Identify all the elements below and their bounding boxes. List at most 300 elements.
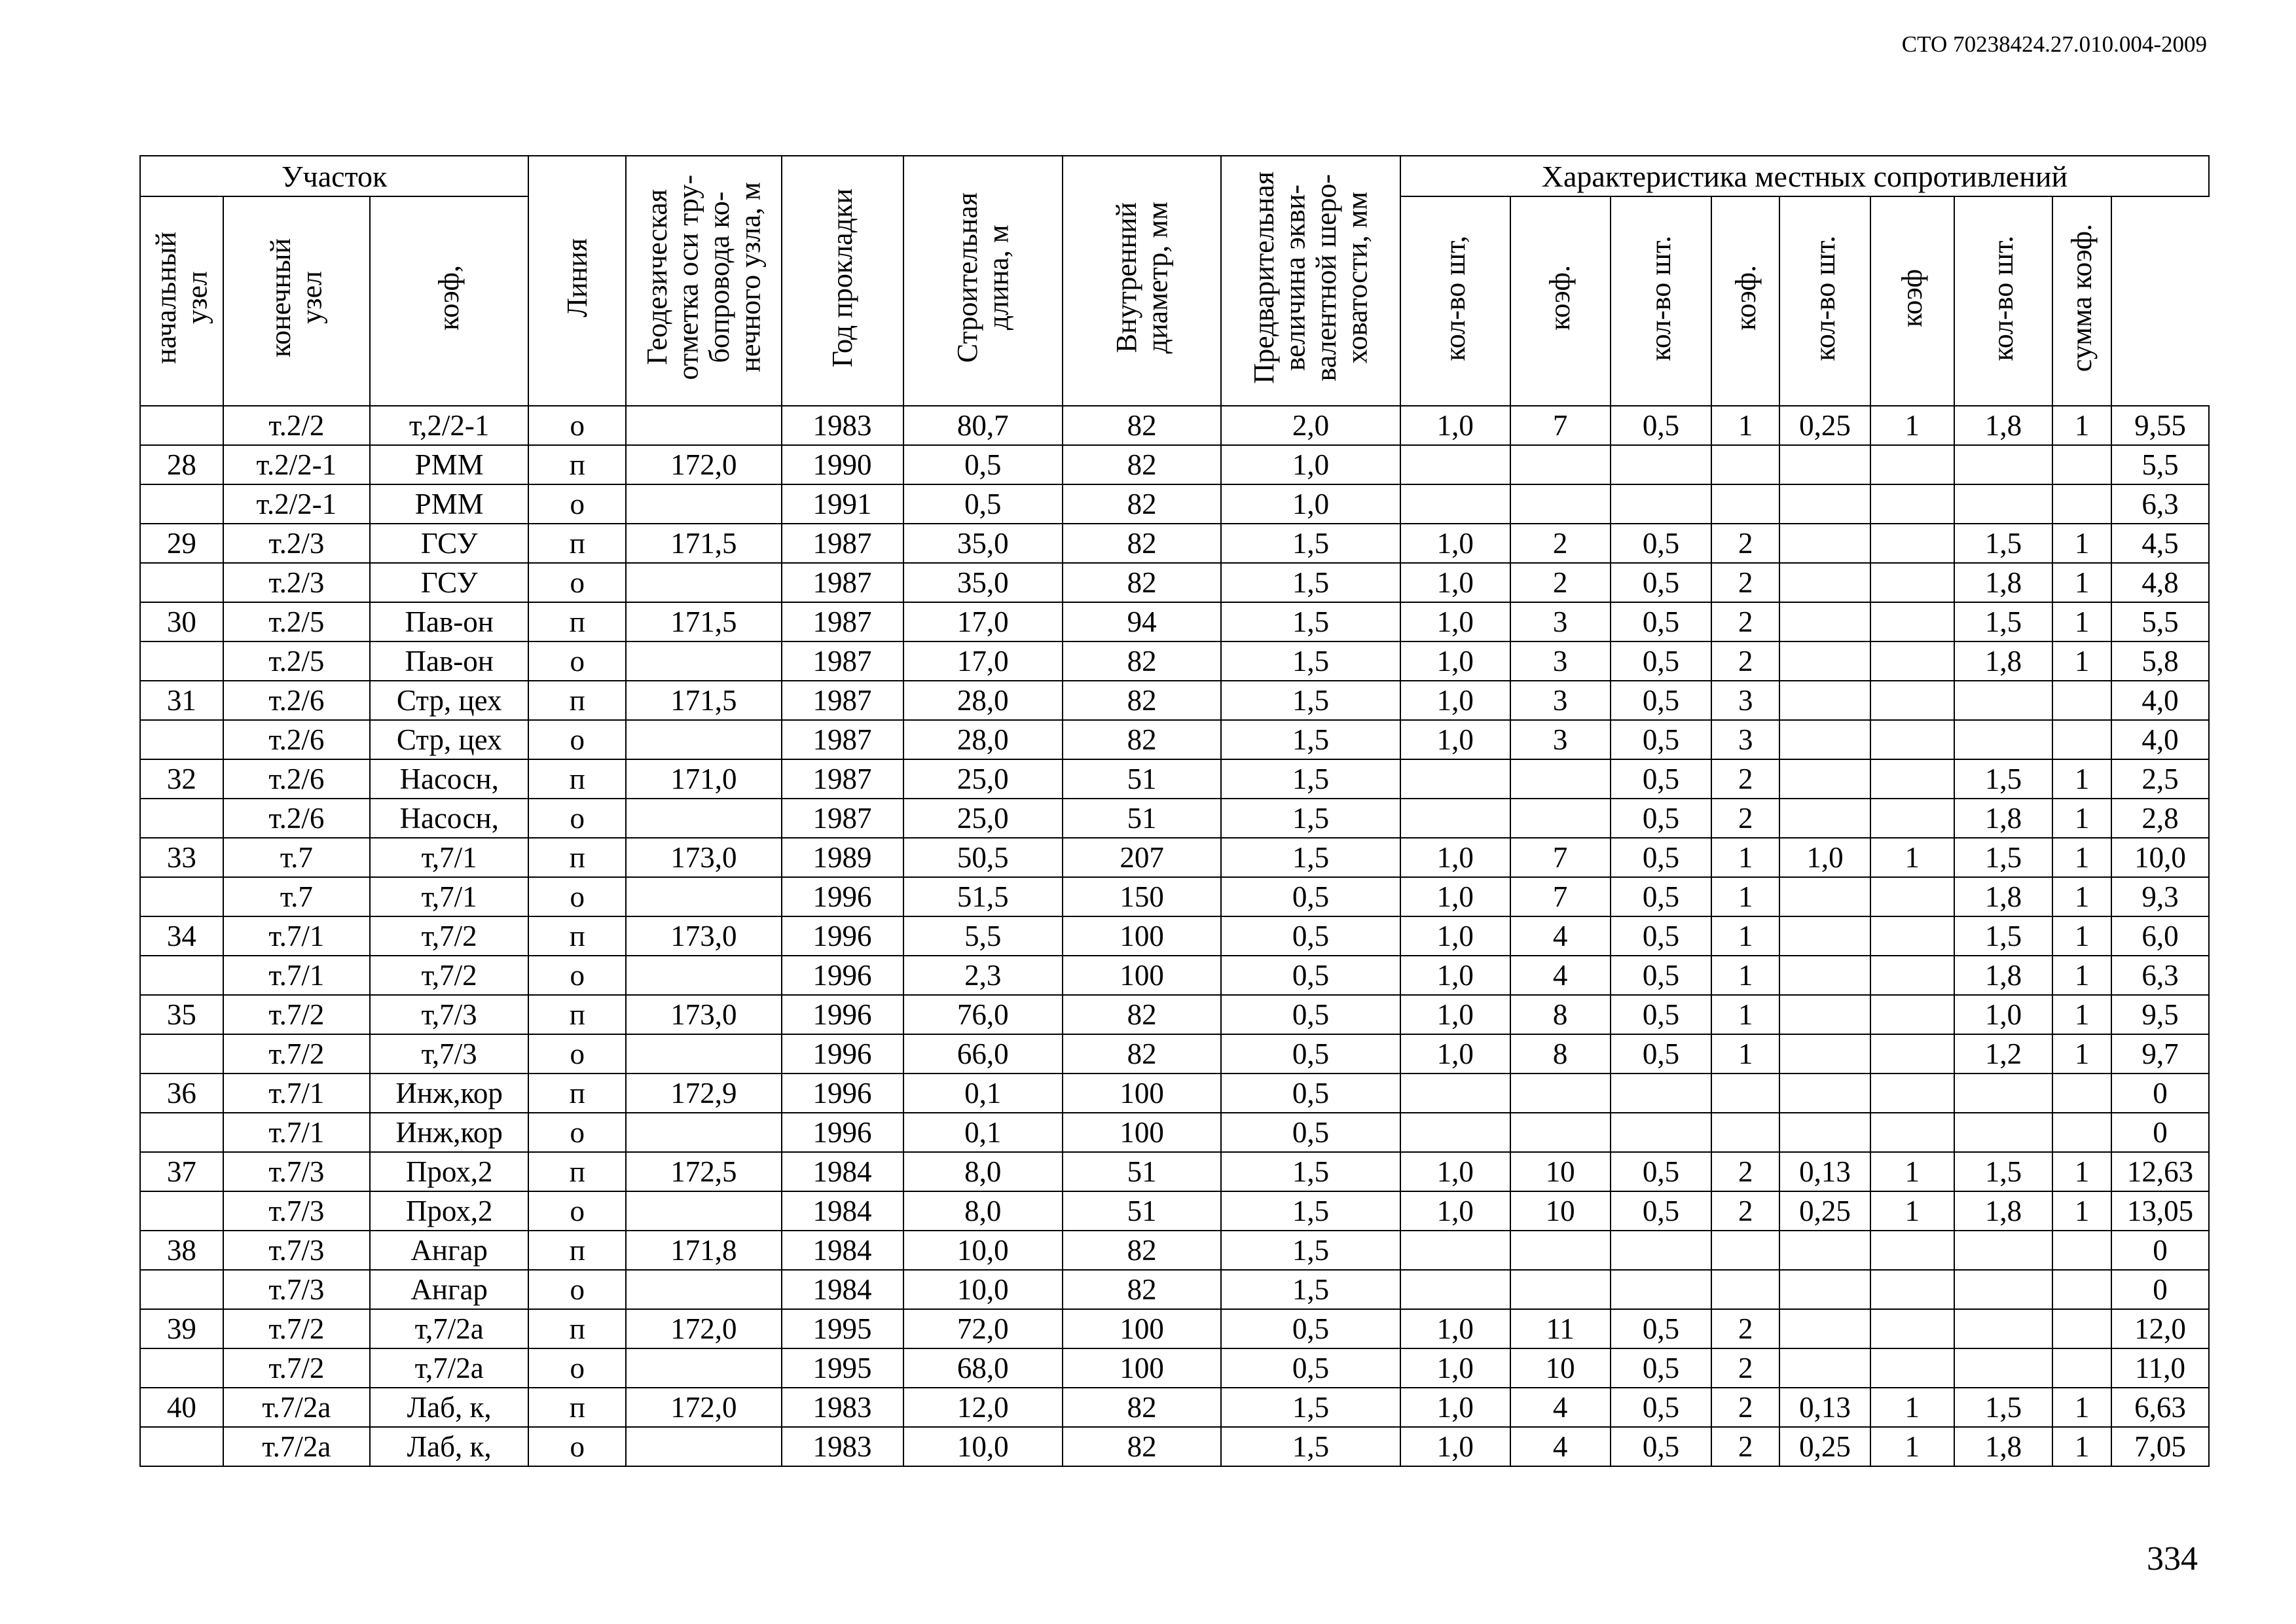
table-cell: 1,8 <box>1954 406 2053 445</box>
page-number: 334 <box>2147 1540 2198 1578</box>
table-cell <box>626 877 781 916</box>
table-cell: 2 <box>1510 524 1611 563</box>
table-cell: 3 <box>1711 681 1779 720</box>
table-cell: 34 <box>140 916 223 956</box>
table-cell: т,7/1 <box>370 877 528 916</box>
table-cell <box>2052 1113 2111 1152</box>
table-cell <box>1779 484 1870 524</box>
table-cell <box>1954 720 2053 759</box>
header-line: Линия <box>528 156 626 406</box>
table-cell: Прох,2 <box>370 1191 528 1231</box>
table-cell: 72,0 <box>903 1309 1063 1348</box>
table-cell: 0,5 <box>1221 1113 1400 1152</box>
table-cell: 173,0 <box>626 916 781 956</box>
table-cell: 0,5 <box>1611 681 1712 720</box>
table-row <box>140 1034 2209 1074</box>
table-cell: 6,3 <box>2111 484 2209 524</box>
table-cell: 51 <box>1063 799 1221 838</box>
table-cell: 31 <box>140 681 223 720</box>
table-cell: о <box>528 1034 626 1074</box>
table-cell <box>1711 484 1779 524</box>
table-cell: т.7/2а <box>223 1388 370 1427</box>
table-cell: 0,5 <box>1611 956 1712 995</box>
table-cell: 0,5 <box>903 445 1063 484</box>
table-cell <box>626 1270 781 1309</box>
table-cell <box>1779 1231 1870 1270</box>
table-cell: 1,0 <box>1400 641 1510 681</box>
header-coef-2: коэф. <box>1510 196 1611 406</box>
table-cell <box>1711 445 1779 484</box>
table-cell: 7 <box>1510 877 1611 916</box>
table-cell: 0,13 <box>1779 1388 1870 1427</box>
table-cell: 0 <box>2111 1074 2209 1113</box>
table-cell: 1995 <box>782 1309 903 1348</box>
table-cell: 1,0 <box>1400 1309 1510 1348</box>
table-cell: 5,5 <box>2111 445 2209 484</box>
table-cell <box>1711 1074 1779 1113</box>
table-cell: ГСУ <box>370 524 528 563</box>
table-row <box>140 1427 2209 1466</box>
table-cell <box>1611 1074 1712 1113</box>
table-cell <box>2052 1309 2111 1348</box>
table-cell: 38 <box>140 1231 223 1270</box>
table-cell: 82 <box>1063 445 1221 484</box>
table-cell <box>1779 1309 1870 1348</box>
table-cell: т,7/2а <box>370 1309 528 1348</box>
table-cell: Стр, цех <box>370 681 528 720</box>
table-cell: 1,5 <box>1221 563 1400 602</box>
header-local-resistance: Характеристика местных сопротивлений <box>1400 156 2209 196</box>
table-cell: 1,0 <box>1400 838 1510 877</box>
table-cell <box>1870 759 1954 799</box>
table-cell: 4 <box>1510 916 1611 956</box>
table-cell: 8,0 <box>903 1152 1063 1191</box>
table-cell <box>1870 445 1954 484</box>
table-cell: 11 <box>1510 1309 1611 1348</box>
table-cell: т.2/5 <box>223 602 370 641</box>
table-cell <box>2052 681 2111 720</box>
table-cell: 0,5 <box>1611 995 1712 1034</box>
table-cell: 1996 <box>782 956 903 995</box>
table-cell <box>1510 484 1611 524</box>
table-cell: 7 <box>1510 838 1611 877</box>
table-cell: Пав-он <box>370 602 528 641</box>
table-cell <box>1779 445 1870 484</box>
table-cell: 6,3 <box>2111 956 2209 995</box>
table-cell: т,7/1 <box>370 838 528 877</box>
table-cell <box>1870 1231 1954 1270</box>
table-cell: 3 <box>1711 720 1779 759</box>
table-cell <box>1400 484 1510 524</box>
table-cell: т,7/3 <box>370 995 528 1034</box>
table-cell: 1984 <box>782 1152 903 1191</box>
table-cell: 1987 <box>782 681 903 720</box>
table-cell: 1,5 <box>1221 759 1400 799</box>
table-cell: 82 <box>1063 1270 1221 1309</box>
table-cell: 13,05 <box>2111 1191 2209 1231</box>
table-cell: 0 <box>2111 1270 2209 1309</box>
table-cell: 1,5 <box>1221 838 1400 877</box>
table-cell: 100 <box>1063 1113 1221 1152</box>
table-cell: 4,0 <box>2111 720 2209 759</box>
table-row <box>140 445 2209 484</box>
table-cell: т,7/2 <box>370 956 528 995</box>
table-cell <box>1870 1074 1954 1113</box>
table-cell <box>1779 799 1870 838</box>
table-cell: 17,0 <box>903 602 1063 641</box>
table-cell: п <box>528 759 626 799</box>
table-cell: Лаб, к, <box>370 1388 528 1427</box>
table-cell <box>1954 484 2053 524</box>
table-cell <box>1779 877 1870 916</box>
table-cell: о <box>528 956 626 995</box>
table-cell: т.7/3 <box>223 1191 370 1231</box>
table-cell: 0,5 <box>1611 524 1712 563</box>
table-cell: 6,0 <box>2111 916 2209 956</box>
table-cell: 1,8 <box>1954 956 2053 995</box>
table-cell: п <box>528 681 626 720</box>
table-cell <box>140 956 223 995</box>
table-cell: 1 <box>2052 838 2111 877</box>
table-cell: 1987 <box>782 641 903 681</box>
table-cell: 1 <box>1870 1191 1954 1231</box>
table-cell: 0,5 <box>1611 799 1712 838</box>
table-cell: т.7/2а <box>223 1427 370 1466</box>
table-cell <box>1954 1348 2053 1388</box>
table-cell: 1983 <box>782 1427 903 1466</box>
table-cell <box>1510 1231 1611 1270</box>
table-cell: 1984 <box>782 1231 903 1270</box>
table-cell: 0 <box>2111 1113 2209 1152</box>
table-row <box>140 720 2209 759</box>
table-cell: 1,0 <box>1400 681 1510 720</box>
table-cell: 2 <box>1711 799 1779 838</box>
table-cell: 1,0 <box>1400 1034 1510 1074</box>
table-cell <box>1711 1113 1779 1152</box>
table-cell: т.2/6 <box>223 681 370 720</box>
table-cell <box>1779 1074 1870 1113</box>
table-cell <box>1779 563 1870 602</box>
table-cell <box>2052 484 2111 524</box>
table-cell: 82 <box>1063 995 1221 1034</box>
table-cell: Ангар <box>370 1270 528 1309</box>
table-cell <box>1510 445 1611 484</box>
table-cell <box>140 641 223 681</box>
table-row <box>140 1270 2209 1309</box>
table-cell <box>1954 1231 2053 1270</box>
table-cell <box>1954 1309 2053 1348</box>
table-cell: 171,5 <box>626 602 781 641</box>
table-row <box>140 995 2209 1034</box>
table-cell: 3 <box>1510 602 1611 641</box>
table-cell <box>1779 524 1870 563</box>
table-cell: 0,5 <box>1221 877 1400 916</box>
table-cell: 1,5 <box>1221 799 1400 838</box>
table-cell: 1 <box>2052 1388 2111 1427</box>
table-cell <box>1611 1231 1712 1270</box>
table-cell: 1 <box>2052 563 2111 602</box>
table-cell: 0,5 <box>1611 406 1712 445</box>
table-cell: 29 <box>140 524 223 563</box>
table-cell: 1,0 <box>1221 445 1400 484</box>
table-cell: 2 <box>1711 1309 1779 1348</box>
table-cell: 0,5 <box>1611 1388 1712 1427</box>
table-cell <box>626 484 781 524</box>
table-cell: 33 <box>140 838 223 877</box>
table-cell: 0,5 <box>1221 1309 1400 1348</box>
table-row <box>140 956 2209 995</box>
table-cell: 0,25 <box>1779 1427 1870 1466</box>
table-cell: 4,0 <box>2111 681 2209 720</box>
header-end-node: конечный узел <box>223 196 370 406</box>
table-cell: 1,0 <box>1400 995 1510 1034</box>
table-cell <box>140 799 223 838</box>
table-cell: 5,5 <box>903 916 1063 956</box>
table-cell <box>1779 1348 1870 1388</box>
table-row <box>140 563 2209 602</box>
header-count-1: кол-во шт, <box>1400 196 1510 406</box>
table-cell: Ангар <box>370 1231 528 1270</box>
table-cell: 1996 <box>782 995 903 1034</box>
table-cell: 66,0 <box>903 1034 1063 1074</box>
table-cell: 10 <box>1510 1348 1611 1388</box>
table-cell <box>1779 641 1870 681</box>
table-cell: Пав-он <box>370 641 528 681</box>
table-cell: 11,0 <box>2111 1348 2209 1388</box>
table-cell <box>140 720 223 759</box>
table-cell: о <box>528 1191 626 1231</box>
table-cell: т.2/3 <box>223 563 370 602</box>
table-cell <box>626 1034 781 1074</box>
table-cell: 2 <box>1711 1348 1779 1388</box>
table-cell <box>1779 956 1870 995</box>
table-cell: 10 <box>1510 1191 1611 1231</box>
table-cell: 100 <box>1063 1348 1221 1388</box>
table-cell <box>626 720 781 759</box>
table-cell: 51 <box>1063 759 1221 799</box>
table-row <box>140 877 2209 916</box>
table-cell: 1987 <box>782 759 903 799</box>
table-cell: т.7/1 <box>223 1074 370 1113</box>
table-cell <box>1870 877 1954 916</box>
table-cell <box>1870 916 1954 956</box>
table-cell: о <box>528 563 626 602</box>
table-cell: 4 <box>1510 1427 1611 1466</box>
table-cell <box>140 1270 223 1309</box>
table-cell: 1,8 <box>1954 799 2053 838</box>
table-cell: 7,05 <box>2111 1427 2209 1466</box>
table-cell: 1,5 <box>1221 524 1400 563</box>
table-cell <box>626 641 781 681</box>
document-code: СТО 70238424.27.010.004-2009 <box>1901 31 2207 57</box>
table-cell: 1989 <box>782 838 903 877</box>
table-cell: 172,9 <box>626 1074 781 1113</box>
table-cell <box>626 563 781 602</box>
table-cell: 1,0 <box>1400 1427 1510 1466</box>
table-cell: т.7 <box>223 838 370 877</box>
table-cell: 1,8 <box>1954 877 2053 916</box>
table-cell: т.7/1 <box>223 1113 370 1152</box>
table-cell: Стр, цех <box>370 720 528 759</box>
table-cell <box>1870 602 1954 641</box>
table-cell <box>1779 1270 1870 1309</box>
table-row <box>140 1231 2209 1270</box>
table-cell <box>1400 759 1510 799</box>
table-body <box>140 406 2209 1466</box>
table-cell: 1 <box>1711 916 1779 956</box>
table-cell: 0,5 <box>1611 641 1712 681</box>
table-cell <box>626 1348 781 1388</box>
table-cell <box>1870 641 1954 681</box>
table-row <box>140 1074 2209 1113</box>
table-cell: 1,0 <box>1221 484 1400 524</box>
table-cell: 4,8 <box>2111 563 2209 602</box>
table-cell <box>140 406 223 445</box>
table-cell: 76,0 <box>903 995 1063 1034</box>
table-cell: 2 <box>1711 1152 1779 1191</box>
table-cell: Прох,2 <box>370 1152 528 1191</box>
table-cell: 1983 <box>782 406 903 445</box>
table-cell <box>1870 720 1954 759</box>
table-cell: 2 <box>1711 602 1779 641</box>
table-cell: 5,5 <box>2111 602 2209 641</box>
table-cell: т.7/3 <box>223 1231 370 1270</box>
table-cell <box>1779 602 1870 641</box>
table-cell: т,2/2-1 <box>370 406 528 445</box>
table-cell: 82 <box>1063 641 1221 681</box>
table-cell <box>1954 1074 2053 1113</box>
table-cell: 9,5 <box>2111 995 2209 1034</box>
table-cell: 1987 <box>782 602 903 641</box>
table-cell: 1 <box>2052 1191 2111 1231</box>
table-cell: 0,5 <box>1611 720 1712 759</box>
table-cell: т,7/2 <box>370 916 528 956</box>
header-count-4: кол-во шт. <box>1954 196 2053 406</box>
table-cell: 2 <box>1711 1191 1779 1231</box>
table-cell <box>1611 1113 1712 1152</box>
table-cell: 0,5 <box>1221 1074 1400 1113</box>
table-cell: 94 <box>1063 602 1221 641</box>
header-year: Год прокладки <box>782 156 903 406</box>
table-cell: 0,5 <box>1611 1034 1712 1074</box>
table-cell: 1,0 <box>1400 1348 1510 1388</box>
table-cell: 10,0 <box>903 1231 1063 1270</box>
table-cell: 1,5 <box>1954 916 2053 956</box>
table-cell: 1 <box>2052 1427 2111 1466</box>
table-cell <box>2052 1348 2111 1388</box>
table-cell: 0,5 <box>1221 956 1400 995</box>
table-cell: 12,0 <box>2111 1309 2209 1348</box>
table-row <box>140 1348 2209 1388</box>
table-cell: 1,5 <box>1221 1191 1400 1231</box>
table-cell: Насосн, <box>370 759 528 799</box>
table-cell: 28,0 <box>903 681 1063 720</box>
table-cell: 173,0 <box>626 995 781 1034</box>
table-cell: 1,5 <box>1221 641 1400 681</box>
table-cell: 1,0 <box>1400 1388 1510 1427</box>
table-row <box>140 1309 2209 1348</box>
table-cell: 207 <box>1063 838 1221 877</box>
table-cell: 1 <box>2052 877 2111 916</box>
table-cell: 10,0 <box>903 1427 1063 1466</box>
table-cell: 37 <box>140 1152 223 1191</box>
table-cell: 0,5 <box>1611 1427 1712 1466</box>
table-cell: 28 <box>140 445 223 484</box>
table-cell: 0,25 <box>1779 1191 1870 1231</box>
table-cell: 0,5 <box>1221 995 1400 1034</box>
table-cell <box>140 1113 223 1152</box>
table-cell: 50,5 <box>903 838 1063 877</box>
table-cell: 82 <box>1063 406 1221 445</box>
table-row <box>140 1388 2209 1427</box>
table-cell: 1,0 <box>1400 956 1510 995</box>
table-cell: 0,5 <box>1611 877 1712 916</box>
table-cell <box>1510 799 1611 838</box>
table-cell: 35,0 <box>903 563 1063 602</box>
table-cell <box>1510 1270 1611 1309</box>
table-cell: 32 <box>140 759 223 799</box>
table-cell <box>1711 1231 1779 1270</box>
table-cell: т.7/1 <box>223 916 370 956</box>
table-cell: 1 <box>2052 406 2111 445</box>
table-cell <box>1400 445 1510 484</box>
table-cell: 1,5 <box>1954 1152 2053 1191</box>
table-cell: 1987 <box>782 799 903 838</box>
table-cell: 2 <box>1510 563 1611 602</box>
table-cell: п <box>528 916 626 956</box>
table-cell: т.2/6 <box>223 720 370 759</box>
table-cell: 1 <box>2052 799 2111 838</box>
table-cell <box>1779 916 1870 956</box>
table-cell: 1983 <box>782 1388 903 1427</box>
table-cell: 1 <box>1711 877 1779 916</box>
table-cell: 80,7 <box>903 406 1063 445</box>
table-cell: о <box>528 641 626 681</box>
table-cell: 1,0 <box>1400 406 1510 445</box>
table-cell: 3 <box>1510 720 1611 759</box>
table-cell: 68,0 <box>903 1348 1063 1388</box>
header-start-node: начальный узел <box>140 196 223 406</box>
table-cell: 82 <box>1063 524 1221 563</box>
table-cell: 2 <box>1711 1427 1779 1466</box>
table-row <box>140 681 2209 720</box>
table-cell: 171,0 <box>626 759 781 799</box>
table-cell: 1991 <box>782 484 903 524</box>
table-cell: 82 <box>1063 681 1221 720</box>
table-cell: 10 <box>1510 1152 1611 1191</box>
table-cell: 51 <box>1063 1152 1221 1191</box>
table-cell: 9,7 <box>2111 1034 2209 1074</box>
table-cell: 1996 <box>782 1074 903 1113</box>
table-cell: 9,55 <box>2111 406 2209 445</box>
table-cell: 3 <box>1510 641 1611 681</box>
table-cell: 25,0 <box>903 799 1063 838</box>
table-cell: о <box>528 720 626 759</box>
table-cell: 1,5 <box>1954 602 2053 641</box>
table-cell: 1 <box>1870 406 1954 445</box>
table-cell: 1 <box>1711 406 1779 445</box>
table-cell: 1 <box>2052 524 2111 563</box>
header-diameter: Внутренний диаметр, мм <box>1063 156 1221 406</box>
table-row <box>140 484 2209 524</box>
table-cell: 0,13 <box>1779 1152 1870 1191</box>
table-cell: 2 <box>1711 1388 1779 1427</box>
table-cell: 1,5 <box>1221 1231 1400 1270</box>
table-cell: 0,5 <box>1611 916 1712 956</box>
table-cell <box>2052 1231 2111 1270</box>
table-cell: т.7/2 <box>223 1034 370 1074</box>
table-cell: 82 <box>1063 720 1221 759</box>
